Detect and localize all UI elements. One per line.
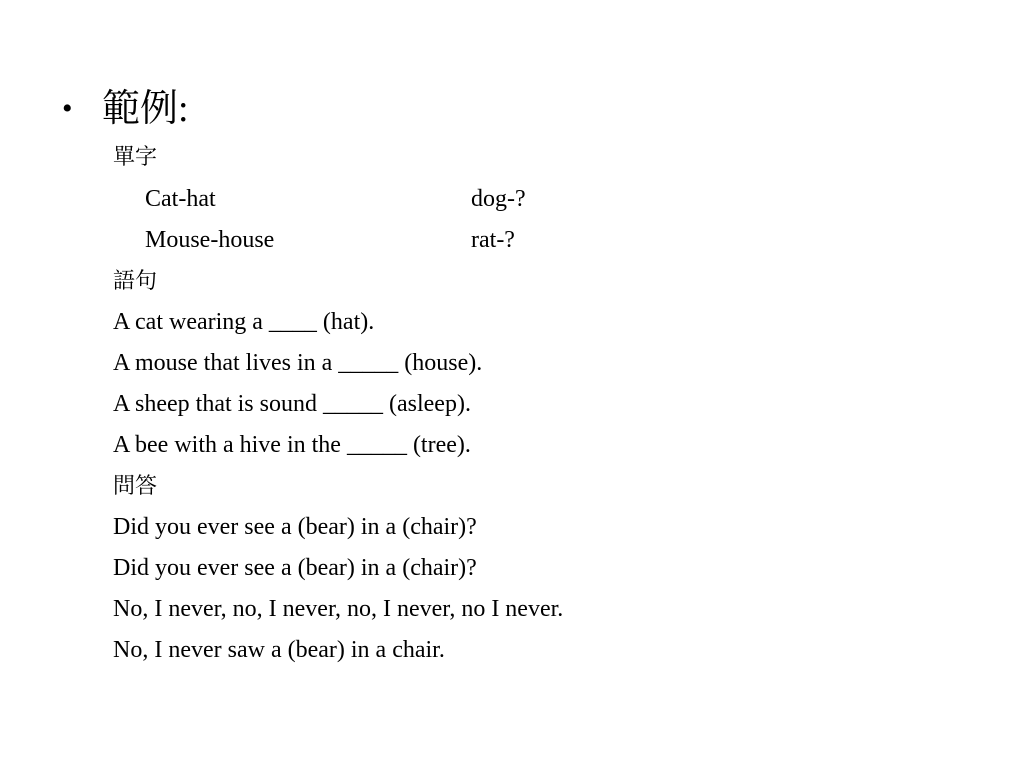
qa-line: No, I never, no, I never, no, I never, no I never. — [113, 596, 564, 622]
vocab-label: 單字 — [113, 144, 158, 169]
sentence-line: A cat wearing a ____ (hat). — [113, 309, 375, 335]
vocab-pair-left: Mouse-house — [145, 227, 275, 253]
sentence-line: A bee with a hive in the _____ (tree). — [113, 432, 471, 458]
qa-line: Did you ever see a (bear) in a (chair)? — [113, 514, 477, 540]
heading-row — [62, 84, 189, 134]
vocab-pair-right: dog-? — [471, 186, 526, 212]
sentence-line: A sheep that is sound _____ (asleep). — [113, 391, 471, 417]
vocab-pair-left: Cat-hat — [145, 186, 216, 212]
qa-line: Did you ever see a (bear) in a (chair)? — [113, 555, 477, 581]
vocab-pair-right: rat-? — [471, 227, 515, 253]
qa-line: No, I never saw a (bear) in a chair. — [113, 637, 445, 663]
bullet-icon: • — [62, 92, 73, 125]
slide-heading: 範例: — [102, 88, 189, 130]
sentences-label: 語句 — [113, 268, 158, 293]
qa-label: 問答 — [113, 473, 158, 498]
sentence-line: A mouse that lives in a _____ (house). — [113, 350, 483, 376]
